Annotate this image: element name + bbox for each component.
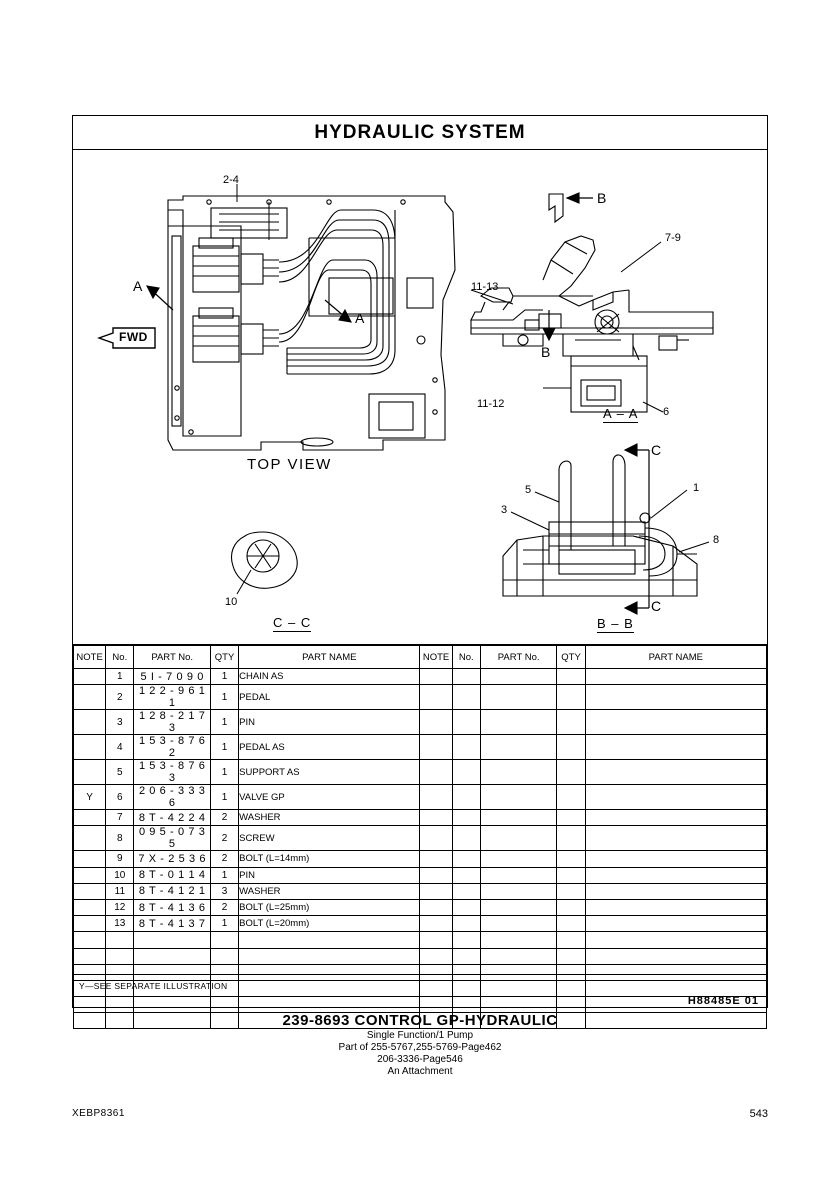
cell-note-right [420, 760, 452, 785]
cell-part-name [239, 932, 420, 948]
th-no-left: No. [106, 646, 134, 669]
cell-note-right [420, 883, 452, 899]
cell-no-right [452, 867, 480, 883]
cell-part-number: 8 T - 4 2 2 4 [134, 810, 211, 826]
cell-part-name: VALVE GP [239, 785, 420, 810]
cell-part-number: 2 0 6 - 3 3 3 6 [134, 785, 211, 810]
cell-part-number-right [480, 760, 557, 785]
cell-qty-right [557, 785, 585, 810]
cell-no-right [452, 735, 480, 760]
table-row [74, 810, 767, 826]
callout-6: 6 [663, 406, 670, 418]
cell-no-right [452, 851, 480, 867]
cell-part-name: PEDAL [239, 685, 420, 710]
cell-part-name: WASHER [239, 883, 420, 899]
assembly-pagref: 206-3336-Page546 [377, 1054, 463, 1065]
cell-note-right [420, 851, 452, 867]
cell-qty: 3 [210, 883, 238, 899]
cell-part-name-right [585, 760, 766, 785]
cell-part-number [134, 948, 211, 964]
cell-qty-right [557, 810, 585, 826]
cell-note-right [420, 669, 452, 685]
cell-no-right [452, 810, 480, 826]
cell-qty-right [557, 685, 585, 710]
section-aa-caption: A – A [603, 406, 639, 421]
cell-qty-right [557, 735, 585, 760]
callout-b-top: B [597, 190, 607, 206]
drawing-code-row [73, 996, 767, 1009]
cell-note [74, 810, 106, 826]
cell-part-number-right [480, 899, 557, 915]
cell-part-number-right [480, 932, 557, 948]
cell-no: 5 [106, 760, 134, 785]
th-part-left: PART No. [134, 646, 211, 669]
callout-2-4: 2-4 [223, 174, 239, 186]
cell-part-number-right [480, 669, 557, 685]
top-view-caption: TOP VIEW [247, 456, 332, 473]
cell-part-name: PIN [239, 710, 420, 735]
cell-part-number: 1 5 3 - 8 7 6 2 [134, 735, 211, 760]
cell-note [74, 826, 106, 851]
cell-part-number: 8 T - 4 1 2 1 [134, 883, 211, 899]
cell-part-number: 7 X - 2 5 3 6 [134, 851, 211, 867]
cell-qty-right [557, 932, 585, 948]
cell-qty: 2 [210, 899, 238, 915]
cell-qty-right [557, 851, 585, 867]
cell-part-name-right [585, 899, 766, 915]
cell-part-number-right [480, 883, 557, 899]
cell-no: 11 [106, 883, 134, 899]
cell-part-name: PIN [239, 867, 420, 883]
cell-no: 3 [106, 710, 134, 735]
cell-qty-right [557, 760, 585, 785]
cell-note [74, 883, 106, 899]
cell-note-right [420, 948, 452, 964]
cell-note-right [420, 916, 452, 932]
cell-part-name-right [585, 851, 766, 867]
table-row [74, 899, 767, 915]
cell-qty: 1 [210, 669, 238, 685]
cell-note-right [420, 685, 452, 710]
cell-note [74, 867, 106, 883]
table-row [74, 735, 767, 760]
cell-qty-right [557, 826, 585, 851]
cell-note [74, 735, 106, 760]
table-row [74, 916, 767, 932]
cell-qty [210, 948, 238, 964]
assembly-partof: Part of 255-5767,255-5769-Page462 [338, 1042, 502, 1053]
table-row [74, 685, 767, 710]
table-row [74, 867, 767, 883]
cell-qty: 1 [210, 760, 238, 785]
cell-part-name [239, 948, 420, 964]
callout-10: 10 [225, 596, 238, 608]
cell-part-number-right [480, 685, 557, 710]
cell-qty [210, 932, 238, 948]
cell-part-name: SCREW [239, 826, 420, 851]
cell-note [74, 710, 106, 735]
page-number: 543 [749, 1108, 768, 1120]
cell-part-number-right [480, 810, 557, 826]
cell-no: 13 [106, 916, 134, 932]
cell-part-number [134, 932, 211, 948]
cell-no: 2 [106, 685, 134, 710]
cell-part-name: BOLT (L=25mm) [239, 899, 420, 915]
cell-part-number: 0 9 5 - 0 7 3 5 [134, 826, 211, 851]
table-header-row [74, 646, 767, 669]
cell-part-name: BOLT (L=14mm) [239, 851, 420, 867]
cell-part-number-right [480, 867, 557, 883]
cell-no-right [452, 932, 480, 948]
assembly-subtitle: Single Function/1 Pump [366, 1030, 474, 1041]
assembly-attachment: An Attachment [387, 1066, 453, 1077]
cell-no: 12 [106, 899, 134, 915]
cell-qty-right [557, 948, 585, 964]
cell-no-right [452, 785, 480, 810]
th-note-right: NOTE [420, 646, 452, 669]
separate-illustration-note: Y—SEE SEPARATE ILLUSTRATION [73, 974, 767, 996]
cell-qty: 2 [210, 851, 238, 867]
cell-no-right [452, 916, 480, 932]
cell-qty-right [557, 899, 585, 915]
cell-part-number: 8 T - 0 1 1 4 [134, 867, 211, 883]
cell-part-name-right [585, 948, 766, 964]
th-note-left: NOTE [74, 646, 106, 669]
cell-part-name-right [585, 810, 766, 826]
cell-part-name-right [585, 932, 766, 948]
cell-part-name: BOLT (L=20mm) [239, 916, 420, 932]
cell-note-right [420, 810, 452, 826]
cell-qty-right [557, 669, 585, 685]
cell-part-number-right [480, 735, 557, 760]
cell-no-right [452, 826, 480, 851]
cell-part-name-right [585, 826, 766, 851]
table-row [74, 669, 767, 685]
cell-no-right [452, 883, 480, 899]
cell-qty-right [557, 710, 585, 735]
cell-note: Y [74, 785, 106, 810]
cell-qty: 1 [210, 867, 238, 883]
cell-part-name: CHAIN AS [239, 669, 420, 685]
cell-qty: 2 [210, 810, 238, 826]
cell-note [74, 760, 106, 785]
cell-qty: 1 [210, 685, 238, 710]
callout-7-9: 7-9 [665, 232, 681, 244]
cell-part-number-right [480, 851, 557, 867]
callout-5: 5 [525, 484, 532, 496]
cell-qty-right [557, 916, 585, 932]
cell-no-right [452, 710, 480, 735]
cell-part-number: 1 2 8 - 2 1 7 3 [134, 710, 211, 735]
cell-note-right [420, 735, 452, 760]
callout-a-right: A [355, 310, 365, 326]
table-row [74, 851, 767, 867]
cell-note [74, 916, 106, 932]
cell-note [74, 948, 106, 964]
cell-note-right [420, 932, 452, 948]
cell-no-right [452, 685, 480, 710]
illustration-area [73, 150, 767, 644]
cell-part-name-right [585, 883, 766, 899]
cell-note [74, 669, 106, 685]
cell-no [106, 932, 134, 948]
cell-note-right [420, 710, 452, 735]
cell-qty: 1 [210, 785, 238, 810]
cell-part-name: SUPPORT AS [239, 760, 420, 785]
cell-note [74, 851, 106, 867]
cell-note-right [420, 899, 452, 915]
cell-part-name: WASHER [239, 810, 420, 826]
th-qty-left: QTY [210, 646, 238, 669]
table-row [74, 883, 767, 899]
table-row [74, 932, 767, 948]
cell-qty-right [557, 867, 585, 883]
cell-part-number: 8 T - 4 1 3 6 [134, 899, 211, 915]
cell-no-right [452, 760, 480, 785]
cell-no-right [452, 948, 480, 964]
th-qty-right: QTY [557, 646, 585, 669]
cell-part-name-right [585, 710, 766, 735]
parts-table-container [73, 644, 767, 974]
cell-qty-right [557, 883, 585, 899]
callout-a-left: A [133, 278, 143, 294]
callout-11-13: 11-13 [471, 281, 499, 293]
callout-11-12: 11-12 [477, 398, 505, 410]
cell-note-right [420, 826, 452, 851]
table-row [74, 948, 767, 964]
table-row [74, 826, 767, 851]
section-bb-caption: B – B [597, 616, 634, 631]
callout-b-mid: B [541, 344, 551, 360]
parts-table [73, 645, 767, 1029]
cell-part-number: 1 5 3 - 8 7 6 3 [134, 760, 211, 785]
callout-8: 8 [713, 534, 720, 546]
cell-part-name-right [585, 685, 766, 710]
th-name-right: PART NAME [585, 646, 766, 669]
callout-1: 1 [693, 482, 700, 494]
cell-part-number-right [480, 948, 557, 964]
cell-note-right [420, 785, 452, 810]
assembly-title: 239-8693 CONTROL GP-HYDRAULIC [282, 1012, 558, 1029]
cell-no: 10 [106, 867, 134, 883]
cell-qty: 1 [210, 916, 238, 932]
cell-part-number: 5 I - 7 0 9 0 [134, 669, 211, 685]
page-title: HYDRAULIC SYSTEM [314, 121, 526, 143]
drawing-code: H88485E 01 [687, 995, 759, 1007]
callout-c-top: C [651, 442, 662, 458]
cell-part-name-right [585, 669, 766, 685]
cell-part-number-right [480, 826, 557, 851]
cell-part-name-right [585, 785, 766, 810]
callout-3: 3 [501, 504, 508, 516]
table-row [74, 710, 767, 735]
cell-no: 1 [106, 669, 134, 685]
cell-no: 9 [106, 851, 134, 867]
fwd-label: FWD [119, 330, 148, 344]
cell-part-name-right [585, 916, 766, 932]
cell-note-right [420, 867, 452, 883]
fwd-direction-arrow [97, 326, 159, 350]
cell-part-number-right [480, 710, 557, 735]
cell-no-right [452, 669, 480, 685]
cell-note [74, 685, 106, 710]
th-no-right: No. [452, 646, 480, 669]
technical-drawing [73, 150, 767, 644]
sheet-title-bar [73, 116, 767, 150]
cell-part-number-right [480, 916, 557, 932]
manual-code: XEBP8361 [72, 1108, 125, 1119]
cell-no: 6 [106, 785, 134, 810]
cell-no: 8 [106, 826, 134, 851]
cell-part-name-right [585, 735, 766, 760]
cell-qty: 2 [210, 826, 238, 851]
table-row [74, 785, 767, 810]
cell-note [74, 899, 106, 915]
cell-no: 4 [106, 735, 134, 760]
cell-qty: 1 [210, 710, 238, 735]
cell-qty: 1 [210, 735, 238, 760]
cell-no-right [452, 899, 480, 915]
cell-no [106, 948, 134, 964]
th-name-left: PART NAME [239, 646, 420, 669]
drawing-frame [72, 115, 768, 1008]
cell-note [74, 932, 106, 948]
cell-part-number: 1 2 2 - 9 6 1 1 [134, 685, 211, 710]
cell-part-name-right [585, 867, 766, 883]
table-row [74, 760, 767, 785]
cell-no: 7 [106, 810, 134, 826]
cell-part-name: PEDAL AS [239, 735, 420, 760]
th-part-right: PART No. [480, 646, 557, 669]
cell-part-number-right [480, 785, 557, 810]
cell-part-number: 8 T - 4 1 3 7 [134, 916, 211, 932]
section-cc-caption: C – C [273, 615, 312, 630]
callout-c-bottom: C [651, 598, 662, 614]
